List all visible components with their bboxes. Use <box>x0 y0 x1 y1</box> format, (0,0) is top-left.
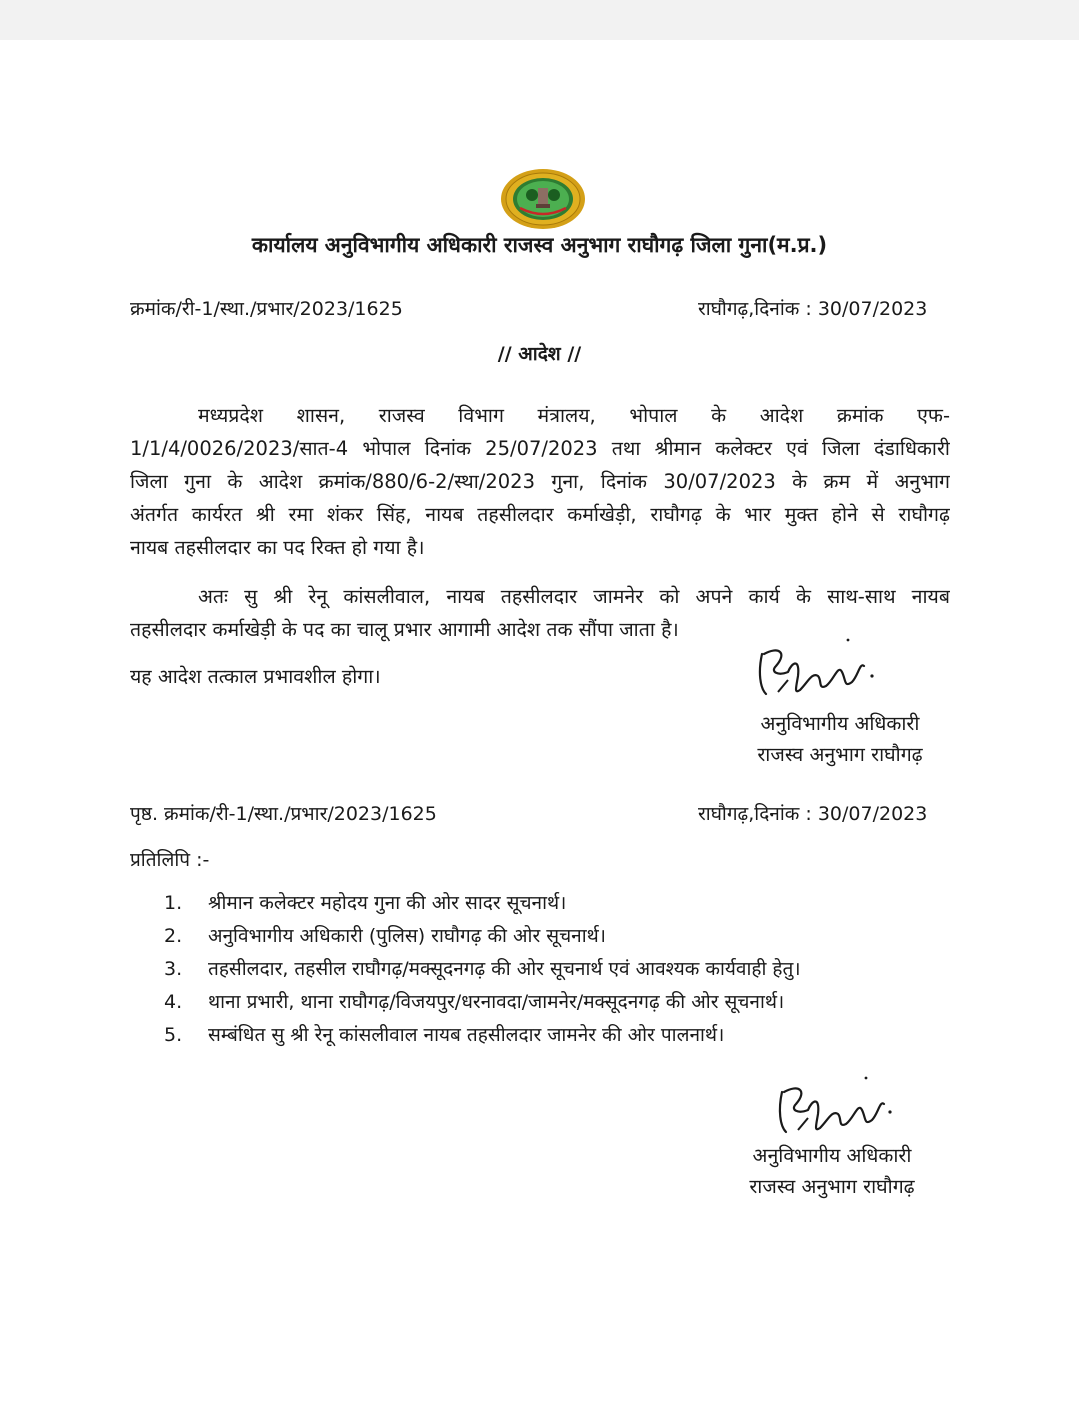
order-date: राघौगढ़,दिनांक : 30/07/2023 <box>698 298 928 320</box>
list-item <box>150 920 801 953</box>
item-number: 2. <box>164 925 183 947</box>
list-item <box>150 887 801 920</box>
item-number: 1. <box>164 892 183 914</box>
item-number: 5. <box>164 1024 183 1046</box>
item-text: थाना प्रभारी, थाना राघौगढ़/विजयपुर/धरनावदा/जामनेर/मक्सूदनगढ़ की ओर सूचनार्थ। <box>208 991 785 1013</box>
item-number: 3. <box>164 958 183 980</box>
item-text: श्रीमान कलेक्टर महोदय गुना की ओर सादर सूचनार्थ। <box>208 892 567 914</box>
signatory-designation: अनुविभागीय अधिकारी <box>752 1144 912 1167</box>
item-text: तहसीलदार, तहसील राघौगढ़/मक्सूदनगढ़ की ओर सूचनार्थ एवं आवश्यक कार्यवाही हेतु। <box>208 958 801 980</box>
mp-government-emblem-icon <box>500 168 586 230</box>
order-paragraph-1 <box>130 399 950 564</box>
list-item <box>150 986 801 1019</box>
paragraph-line: जिला गुना के आदेश क्रमांक/880/6-2/स्था/2023 गुना, दिनांक 30/07/2023 के क्रम में अनुभाग <box>130 470 950 493</box>
paragraph-line: 1/1/4/0026/2023/सात-4 भोपाल दिनांक 25/07/2023 तथा श्रीमान कलेक्टर एवं जिला दंडाधिकारी <box>130 437 950 460</box>
signature-icon <box>768 1068 898 1148</box>
paragraph-line: मध्यप्रदेश शासन, राजस्व विभाग मंत्रालय, भोपाल के आदेश क्रमांक एफ- <box>198 404 950 427</box>
item-text: अनुविभागीय अधिकारी (पुलिस) राघौगढ़ की ओर सूचनार्थ। <box>208 925 606 947</box>
order-paragraph-3: यह आदेश तत्काल प्रभावशील होगा। <box>130 665 381 688</box>
endorsement-date: राघौगढ़,दिनांक : 30/07/2023 <box>698 803 928 825</box>
order-signatory <box>720 708 960 770</box>
endorsement-signatory <box>712 1140 952 1202</box>
paragraph-line: नायब तहसीलदार का पद रिक्त हो गया है। <box>130 536 425 559</box>
signatory-office: राजस्व अनुभाग राघौगढ़ <box>749 1175 915 1198</box>
copy-list <box>150 887 801 1052</box>
copy-label: प्रतिलिपि :- <box>130 849 210 871</box>
signatory-office: राजस्व अनुभाग राघौगढ़ <box>757 743 923 766</box>
item-number: 4. <box>164 991 183 1013</box>
list-item <box>150 953 801 986</box>
signature-icon <box>748 632 888 712</box>
office-title: कार्यालय अनुविभागीय अधिकारी राजस्व अनुभाग राघौगढ़ जिला गुना(म.प्र.) <box>251 233 828 257</box>
endorsement-ref-number: पृष्ठ. क्रमांक/री-1/स्था./प्रभार/2023/1625 <box>130 803 437 825</box>
order-heading: // आदेश // <box>497 343 582 365</box>
signatory-designation: अनुविभागीय अधिकारी <box>760 712 920 735</box>
paragraph-line: अतः सु श्री रेनू कांसलीवाल, नायब तहसीलदार जामनेर को अपने कार्य के साथ-साथ नायब <box>198 585 950 608</box>
top-gray-bar <box>0 0 1079 40</box>
paragraph-line: अंतर्गत कार्यरत श्री रमा शंकर सिंह, नायब तहसीलदार कर्माखेड़ी, राघौगढ़ के भार मुक्त होने से राघौगढ़ <box>130 503 950 526</box>
item-text: सम्बंधित सु श्री रेनू कांसलीवाल नायब तहसीलदार जामनेर की ओर पालनार्थ। <box>208 1024 725 1046</box>
paragraph-line: तहसीलदार कर्माखेड़ी के पद का चालू प्रभार आगामी आदेश तक सौंपा जाता है। <box>130 618 679 641</box>
list-item <box>150 1019 801 1052</box>
order-ref-number: क्रमांक/री-1/स्था./प्रभार/2023/1625 <box>130 298 403 320</box>
